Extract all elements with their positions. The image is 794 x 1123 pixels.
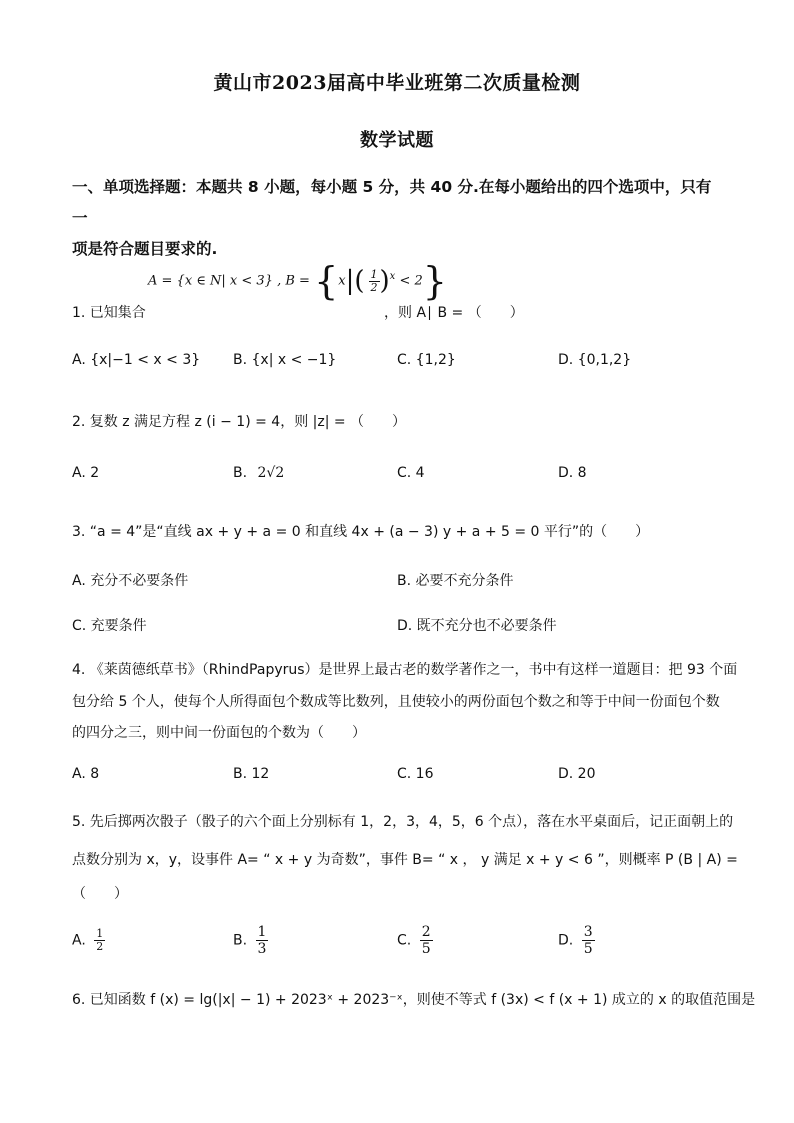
page-subtitle: 数学试题: [360, 130, 434, 151]
q1-frac-den: 2: [370, 280, 378, 294]
q5-option-b-num: 1: [257, 924, 267, 940]
q3-option-c[interactable]: C. 充要条件: [72, 618, 147, 634]
q5-option-a-fraction: [94, 928, 105, 953]
q5-option-a[interactable]: [72, 928, 105, 953]
q5-option-d-den: 5: [583, 941, 593, 957]
q5-option-b[interactable]: [233, 924, 268, 957]
q4-line1: 4. 《莱茵德纸草书》（RhindPapyrus）是世界上最古老的数学著作之一，书中有这样一道题目：把 93 个面: [72, 662, 738, 678]
q2-option-d[interactable]: D. 8: [558, 465, 587, 481]
q2-option-b[interactable]: [233, 465, 284, 481]
q1-option-d[interactable]: D. {0,1,2}: [558, 352, 632, 368]
q5-option-d-fraction: [582, 924, 595, 957]
q1-right-brace: }: [422, 259, 447, 303]
q4-line3: 的四分之三，则中间一份面包的个数为（ ）: [72, 725, 366, 741]
q5-option-b-label: B.: [233, 932, 248, 949]
q2-option-c[interactable]: C. 4: [397, 465, 425, 481]
q1-left-brace: {: [314, 259, 339, 303]
q5-option-a-label: A.: [72, 932, 86, 949]
q5-line1: 5. 先后掷两次骰子（骰子的六个面上分别标有 1，2，3，4，5，6 个点），落在水平桌面后，记正面朝上的: [72, 814, 734, 830]
q5-option-c-label: C.: [397, 932, 412, 949]
q4-option-b[interactable]: B. 12: [233, 766, 270, 782]
section-heading-line1: 一、单项选择题：本题共 8 小题，每小题 5 分，共 40 分.在每小题给出的四个选项中，只有一: [72, 178, 712, 227]
q5-option-b-fraction: [256, 924, 269, 957]
q5-option-c-den: 5: [421, 941, 431, 957]
q4-option-c[interactable]: C. 16: [397, 766, 434, 782]
q2-option-b-math: 2√2: [257, 465, 285, 481]
q2-stem: 2. 复数 z 满足方程 z (i − 1) = 4，则 |z| = （ ）: [72, 414, 407, 430]
q5-option-a-den: 2: [96, 940, 104, 953]
section-heading: [72, 172, 722, 265]
q4-option-d[interactable]: D. 20: [558, 766, 596, 782]
q6-stem: 6. 已知函数 f (x) = lg(|x| − 1) + 2023ˣ + 2023⁻ˣ，则使不等式 f (3x) < f (x + 1) 成立的 x 的取值范围是: [72, 992, 756, 1008]
q5-option-c-num: 2: [421, 924, 431, 940]
q5-option-d-num: 3: [583, 924, 593, 940]
q1-set-b-left: x: [338, 273, 346, 289]
q5-option-d-label: D.: [558, 932, 574, 949]
q1-option-a[interactable]: A. {x|−1 < x < 3}: [72, 352, 201, 368]
q3-option-a[interactable]: A. 充分不必要条件: [72, 573, 189, 589]
section-heading-line2: 项是符合题目要求的.: [72, 240, 218, 258]
q3-option-d[interactable]: D. 既不充分也不必要条件: [397, 618, 557, 634]
q3-stem: 3. “a = 4”是“直线 ax + y + a = 0 和直线 4x + (a − 3) y + a + 5 = 0 平行”的（ ）: [72, 524, 650, 540]
q5-option-c[interactable]: [397, 924, 433, 957]
q1-fraction: [369, 269, 380, 294]
q1-frac-num: 1: [370, 267, 378, 281]
q1-option-b[interactable]: B. {x| x < −1}: [233, 352, 337, 368]
q4-option-a[interactable]: A. 8: [72, 766, 100, 782]
q3-option-b[interactable]: B. 必要不充分条件: [397, 573, 514, 589]
q1-set-expression: A = {x ∈ N| x < 3} , B = {x|( $\frac{1}{2}$ )$^x$ < 2}: [148, 259, 447, 303]
q2-option-b-label: B.: [233, 465, 248, 481]
q1-option-c[interactable]: C. {1,2}: [397, 352, 456, 368]
q5-option-c-fraction: [420, 924, 433, 957]
q1-stem-prefix: 1. 已知集合: [72, 305, 146, 321]
q5-line3: （ ）: [72, 886, 128, 902]
q5-option-d[interactable]: [558, 924, 595, 957]
q1-set-a: A = {x ∈ N| x < 3} , B =: [148, 273, 315, 289]
q2-option-a[interactable]: A. 2: [72, 465, 100, 481]
q5-line2: 点数分别为 x，y，设事件 A= “ x + y 为奇数”，事件 B= “ x ， y 满足 x + y < 6 ”，则概率 P (B | A) =: [72, 852, 738, 868]
q5-option-a-num: 1: [96, 927, 104, 940]
q4-line2: 包分给 5 个人，使每个人所得面包个数成等比数列，且使较小的两份面包个数之和等于中间一份面包个数: [72, 694, 720, 710]
q1-stem-suffix: ，则 A∣ B = （ ）: [384, 305, 524, 321]
q1-set-b-right: < 2: [399, 273, 423, 289]
q5-option-b-den: 3: [257, 941, 267, 957]
page-title: 黄山市2023届高中毕业班第二次质量检测: [213, 72, 581, 94]
